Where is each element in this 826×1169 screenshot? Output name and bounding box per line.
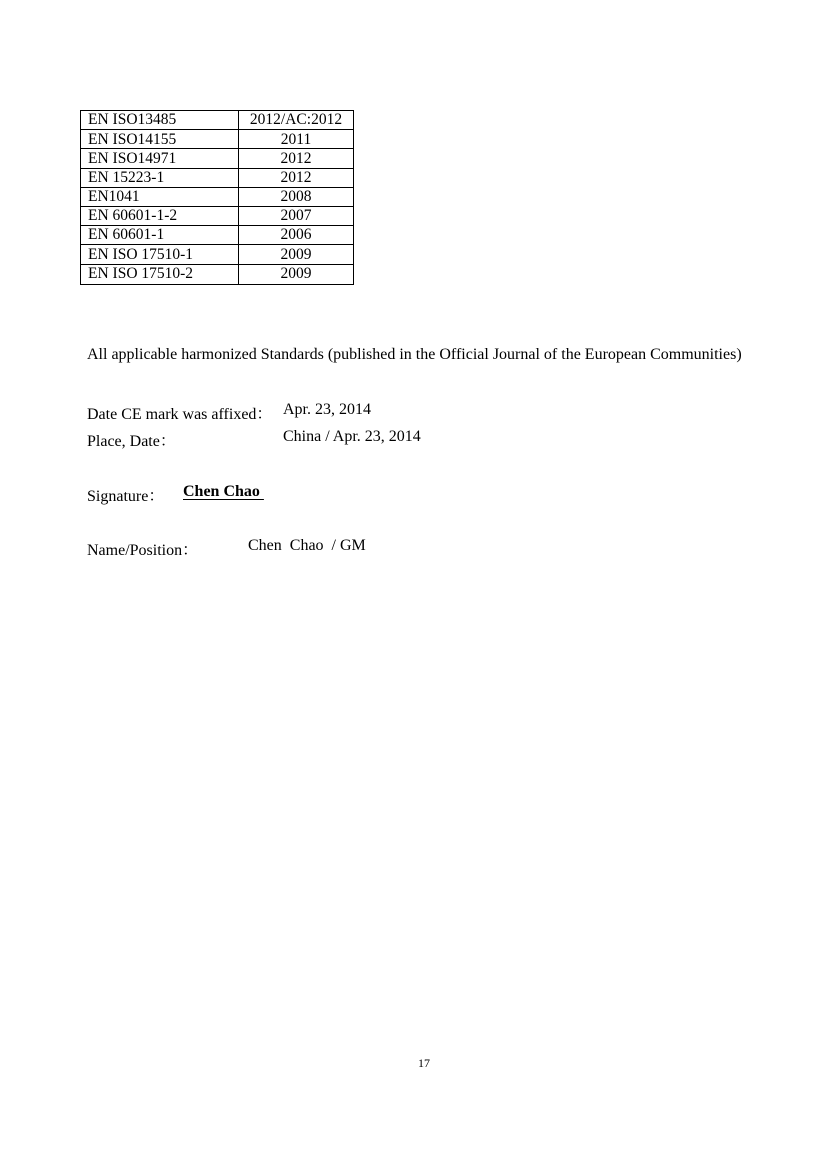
signature-value: Chen Chao [183,483,264,500]
table-row [81,207,353,226]
table-row [81,245,353,264]
standard-name-cell: EN1041 [81,188,239,206]
harmonized-standards-note: All applicable harmonized Standards (published in the Official Journal of the European Communities) [87,346,742,363]
table-row [81,111,353,130]
standards-table [80,110,354,285]
date-ce-value: Apr. 23, 2014 [283,401,371,418]
standard-name-cell: EN 60601-1 [81,226,239,244]
standard-year-cell: 2009 [280,245,312,263]
table-row [81,265,353,284]
page-number: 17 [418,1056,430,1070]
name-position-value: Chen Chao / GM [248,537,366,554]
standard-year-cell: 2008 [280,188,312,206]
standard-year-cell: 2006 [280,226,312,244]
standard-year-cell: 2009 [280,265,312,283]
name-position-label: Name/Position： [87,542,199,559]
standard-year-cell: 2007 [280,207,312,225]
date-ce-label: Date CE mark was affixed： [87,406,273,423]
standard-name-cell: EN 15223-1 [81,169,239,187]
standard-name-cell: EN ISO13485 [81,111,239,129]
standard-year-cell: 2011 [280,130,312,148]
standard-name-cell: EN 60601-1-2 [81,207,239,225]
standard-year-cell: 2012/AC:2012 [249,111,343,129]
table-row [81,149,353,168]
standard-name-cell: EN ISO 17510-1 [81,245,239,263]
standard-year-cell: 2012 [280,168,312,186]
table-row [81,169,353,188]
table-row [81,188,353,207]
table-row [81,226,353,245]
standard-year-cell: 2012 [280,149,312,167]
signature-label: Signature： [87,488,165,505]
place-date-value: China / Apr. 23, 2014 [283,428,421,445]
table-row [81,130,353,149]
standard-name-cell: EN ISO14155 [81,130,239,148]
standard-name-cell: EN ISO14971 [81,149,239,167]
standard-name-cell: EN ISO 17510-2 [81,265,239,284]
place-date-label: Place, Date： [87,433,176,450]
